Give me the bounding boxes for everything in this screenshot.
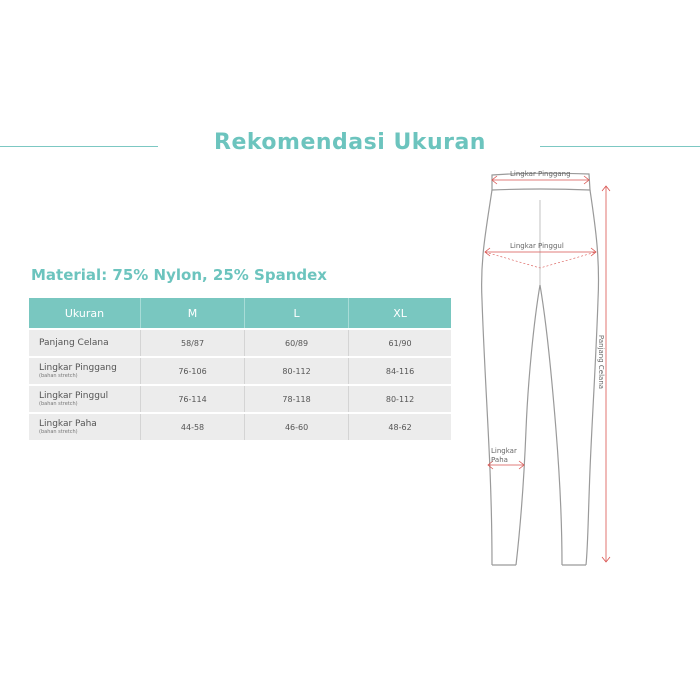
row-label: Lingkar Pinggang [39, 363, 117, 373]
thigh-label-line1: Lingkar [491, 447, 517, 455]
row-label: Panjang Celana [39, 338, 109, 348]
cell-xl: 80-112 [349, 385, 451, 413]
header-l: L [245, 298, 349, 329]
table-row [29, 329, 451, 357]
row-sublabel: (bahan stretch) [39, 373, 78, 379]
title-divider-right [540, 146, 700, 147]
hip-label: Lingkar Pinggul [510, 242, 564, 250]
header-ukuran: Ukuran [29, 298, 141, 329]
cell-l: 80-112 [245, 357, 349, 385]
header-xl: XL [349, 298, 451, 329]
cell-m: 76-114 [141, 385, 245, 413]
row-label-cell [29, 413, 141, 440]
hip-dashed-guide [485, 252, 596, 268]
row-sublabel: (bahan stretch) [39, 429, 78, 435]
thigh-label-line2: Paha [491, 456, 508, 464]
cell-xl: 48-62 [349, 413, 451, 440]
cell-m: 76-106 [141, 357, 245, 385]
table-row [29, 357, 451, 385]
row-sublabel: (bahan stretch) [39, 401, 78, 407]
cell-m: 58/87 [141, 329, 245, 357]
row-label: Lingkar Pinggul [39, 391, 109, 401]
leggings-outline [482, 173, 599, 565]
cell-m: 44-58 [141, 413, 245, 440]
material-text: Material: 75% Nylon, 25% Spandex [31, 266, 327, 284]
cell-xl: 61/90 [349, 329, 451, 357]
page-title: Rekomendasi Ukuran [214, 130, 486, 155]
size-table [29, 298, 451, 440]
title-divider-left [0, 146, 158, 147]
cell-l: 78-118 [245, 385, 349, 413]
leggings-diagram [470, 160, 700, 600]
table-row [29, 413, 451, 440]
size-table-header [29, 298, 451, 329]
row-label: Lingkar Paha [39, 419, 97, 429]
row-label-cell [29, 357, 141, 385]
cell-l: 60/89 [245, 329, 349, 357]
header-m: M [141, 298, 245, 329]
row-label-cell [29, 385, 141, 413]
length-label: Panjang Celana [597, 334, 606, 390]
waist-label: Lingkar Pinggang [510, 170, 571, 178]
cell-xl: 84-116 [349, 357, 451, 385]
cell-l: 46-60 [245, 413, 349, 440]
table-row [29, 385, 451, 413]
row-label-cell [29, 329, 141, 357]
